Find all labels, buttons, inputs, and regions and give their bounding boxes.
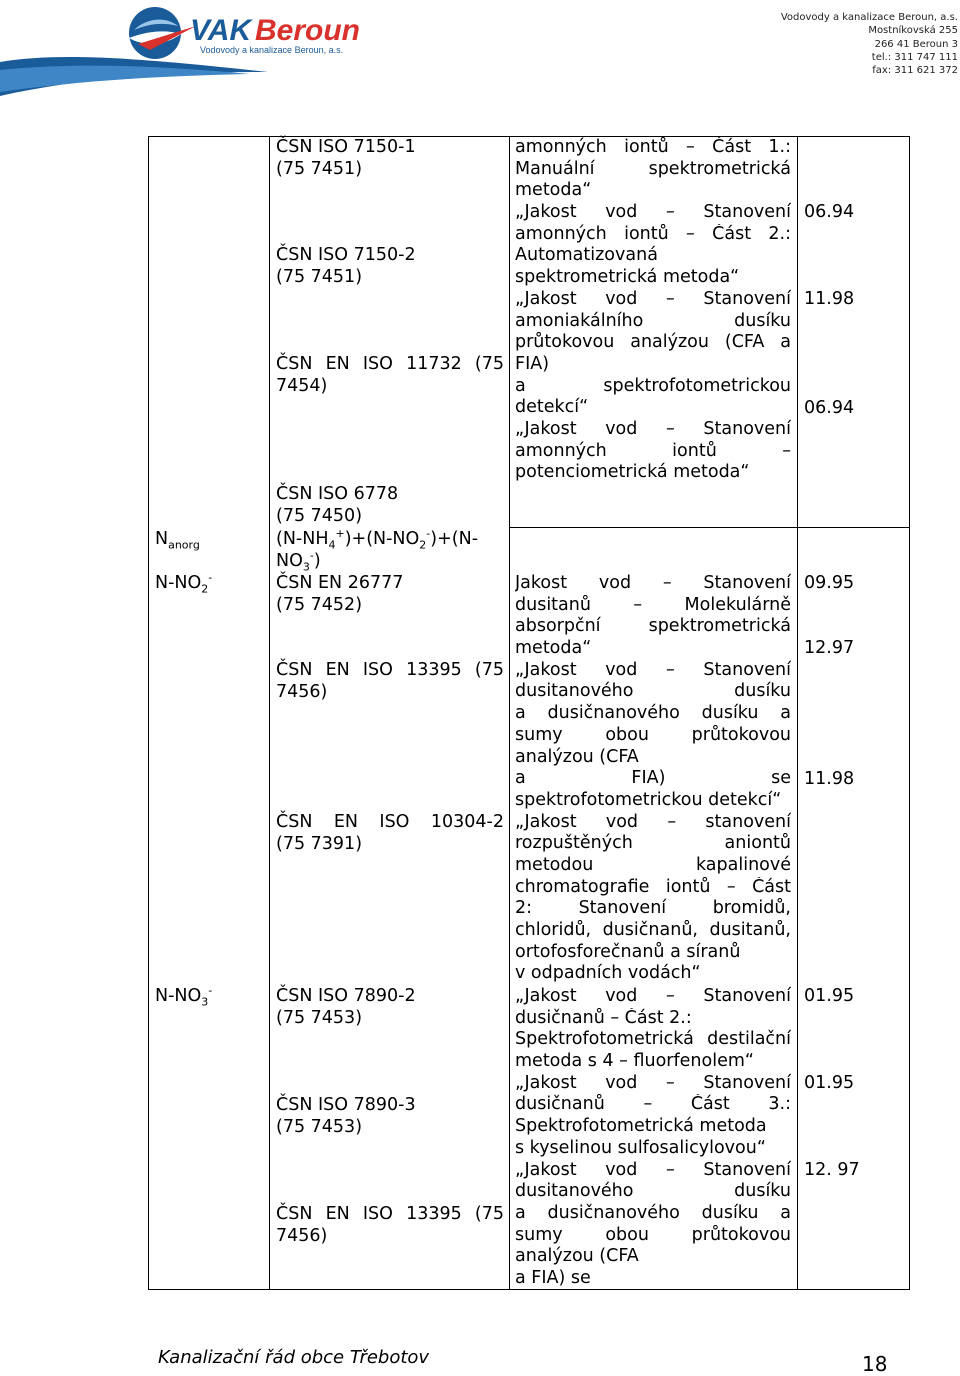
- standards-table: [148, 136, 910, 1290]
- param-nanorg: $N_{anorg}$: [155, 529, 200, 552]
- description-line: 2: Stanovení bromidů,: [515, 898, 791, 919]
- description-line: spektrofotometrickou detekcí“: [515, 789, 782, 810]
- description-line: dusitanového dusíku: [515, 681, 791, 702]
- description-line: amoniakálního dusíku: [515, 310, 791, 331]
- description-block: [515, 137, 791, 484]
- company-line: Vodovody a kanalizace Beroun, a.s.: [780, 12, 958, 23]
- description-line: Manuální spektrometrická: [515, 158, 791, 179]
- description-line: metoda“: [515, 638, 592, 659]
- standard-entry: ČSN ISO 7890-3 (75 7453): [276, 1095, 416, 1137]
- description-line: metoda s 4 – fluorfenolem“: [515, 1051, 754, 1072]
- description-line: a dusičnanového dusíku a: [515, 703, 791, 724]
- description-line: sumy obou průtokovou: [515, 1224, 791, 1245]
- date-value: 11.98: [804, 769, 855, 789]
- column-divider: [509, 137, 510, 1289]
- description-block: [515, 573, 791, 985]
- description-line: „Jakost vod – Stanovení: [515, 659, 791, 680]
- column-divider: [269, 137, 270, 1289]
- description-line: rozpuštěných aniontů: [515, 833, 791, 854]
- description-line: průtokovou analýzou (CFA a: [515, 332, 791, 353]
- description-line: sumy obou průtokovou: [515, 724, 791, 745]
- standard-entry: ČSN EN ISO 10304-2 (75 7391): [276, 812, 504, 854]
- vak-logo-graphic: [0, 0, 400, 100]
- description-line: analýzou (CFA: [515, 1246, 639, 1267]
- description-line: amonných iontů – Část 1.:: [515, 137, 791, 157]
- description-line: dusičnanů – Část 2.:: [515, 1007, 692, 1028]
- param-nno3: $N-NO_3^-$: [155, 984, 213, 1009]
- date-value: 01.95: [804, 986, 855, 1006]
- description-line: Spektrofotometrická metoda: [515, 1116, 767, 1137]
- description-line: Jakost vod – Stanovení: [515, 573, 791, 593]
- description-line: s kyselinou sulfosalicylovou“: [515, 1137, 766, 1158]
- description-line: absorpční spektrometrická: [515, 616, 791, 637]
- description-line: chromatografie iontů – Část: [515, 876, 791, 897]
- column-divider: [797, 137, 798, 1289]
- date-value: 06.94: [804, 398, 855, 418]
- description-line: Automatizovaná: [515, 245, 658, 266]
- description-line: FIA): [515, 353, 550, 374]
- description-line: a dusičnanového dusíku a: [515, 1202, 791, 1223]
- description-line: amonných iontů –: [515, 440, 791, 461]
- description-line: chloridů, dusičnanů, dusitanů,: [515, 920, 791, 940]
- description-line: amonných iontů – Část 2.:: [515, 223, 791, 244]
- standard-entry: ČSN ISO 7890-2 (75 7453): [276, 986, 416, 1028]
- description-line: a FIA) se: [515, 768, 791, 789]
- footer-document-title: Kanalizační řád obce Třebotov: [158, 1347, 430, 1368]
- description-line: detekcí“: [515, 397, 589, 418]
- standard-entry: ČSN EN ISO 13395 (75 7456): [276, 1204, 504, 1246]
- standard-entry: ČSN ISO 6778 (75 7450): [276, 484, 399, 526]
- company-logo: [0, 0, 400, 100]
- nanorg-formula: $(N-NH_4^+)+(N-NO_2^-)+(N-$ $NO_3^-$): [276, 527, 479, 574]
- company-line: Mostníkovská 255: [868, 25, 958, 37]
- description-line: spektrometrická metoda“: [515, 267, 740, 288]
- date-value: 12.97: [804, 638, 855, 658]
- description-line: v odpadních vodách“: [515, 963, 701, 984]
- description-line: Spektrofotometrická destilační: [515, 1029, 791, 1050]
- param-nno2: $N-NO_2^-$: [155, 571, 213, 596]
- description-line: ortofosforečnanů a síranů: [515, 941, 741, 962]
- svg-text:Vodovody a kanalizace Beroun,: Vodovody a kanalizace Beroun, a.s.: [200, 45, 344, 55]
- date-value: 09.95: [804, 573, 855, 593]
- standard-entry: ČSN ISO 7150-2 (75 7451): [276, 245, 416, 287]
- description-line: „Jakost vod – Stanovení: [515, 202, 791, 223]
- description-line: analýzou (CFA: [515, 746, 639, 767]
- standard-entry: ČSN EN ISO 11732 (75 7454): [276, 354, 504, 396]
- company-line: fax: 311 621 372: [872, 65, 958, 77]
- svg-text:VAK: VAK: [190, 14, 252, 47]
- description-line: metodou kapalinové: [515, 854, 791, 875]
- date-value: 12. 97: [804, 1160, 860, 1180]
- logo-text-beroun: Beroun: [255, 14, 360, 47]
- standard-entry: ČSN ISO 7150-1 (75 7451): [276, 137, 416, 179]
- description-line: „Jakost vod – stanovení: [515, 811, 791, 832]
- description-line: a FIA) se: [515, 1267, 591, 1288]
- description-line: „Jakost vod – Stanovení: [515, 1072, 791, 1093]
- description-line: dusitanového dusíku: [515, 1181, 791, 1202]
- description-line: potenciometrická metoda“: [515, 462, 750, 483]
- date-value: 06.94: [804, 202, 855, 222]
- page-number: 18: [862, 1352, 888, 1376]
- description-line: „Jakost vod – Stanovení: [515, 1159, 791, 1180]
- description-line: „Jakost vod – Stanovení: [515, 288, 791, 309]
- description-line: „Jakost vod – Stanovení: [515, 418, 791, 439]
- standard-entry: ČSN EN 26777 (75 7452): [276, 573, 404, 615]
- description-line: „Jakost vod – Stanovení: [515, 986, 791, 1006]
- standard-entry: ČSN EN ISO 13395 (75 7456): [276, 660, 504, 702]
- company-line: tel.: 311 747 111: [871, 51, 958, 63]
- description-line: dusitanů – Molekulárně: [515, 594, 791, 615]
- row-divider: [509, 527, 909, 528]
- description-line: a spektrofotometrickou: [515, 375, 791, 396]
- description-line: dusičnanů – Část 3.:: [515, 1094, 791, 1115]
- company-line: 266 41 Beroun 3: [874, 38, 958, 50]
- description-line: metoda“: [515, 180, 592, 201]
- date-value: 11.98: [804, 289, 855, 309]
- date-value: 01.95: [804, 1073, 855, 1093]
- description-block: [515, 986, 791, 1290]
- company-address: [718, 11, 958, 77]
